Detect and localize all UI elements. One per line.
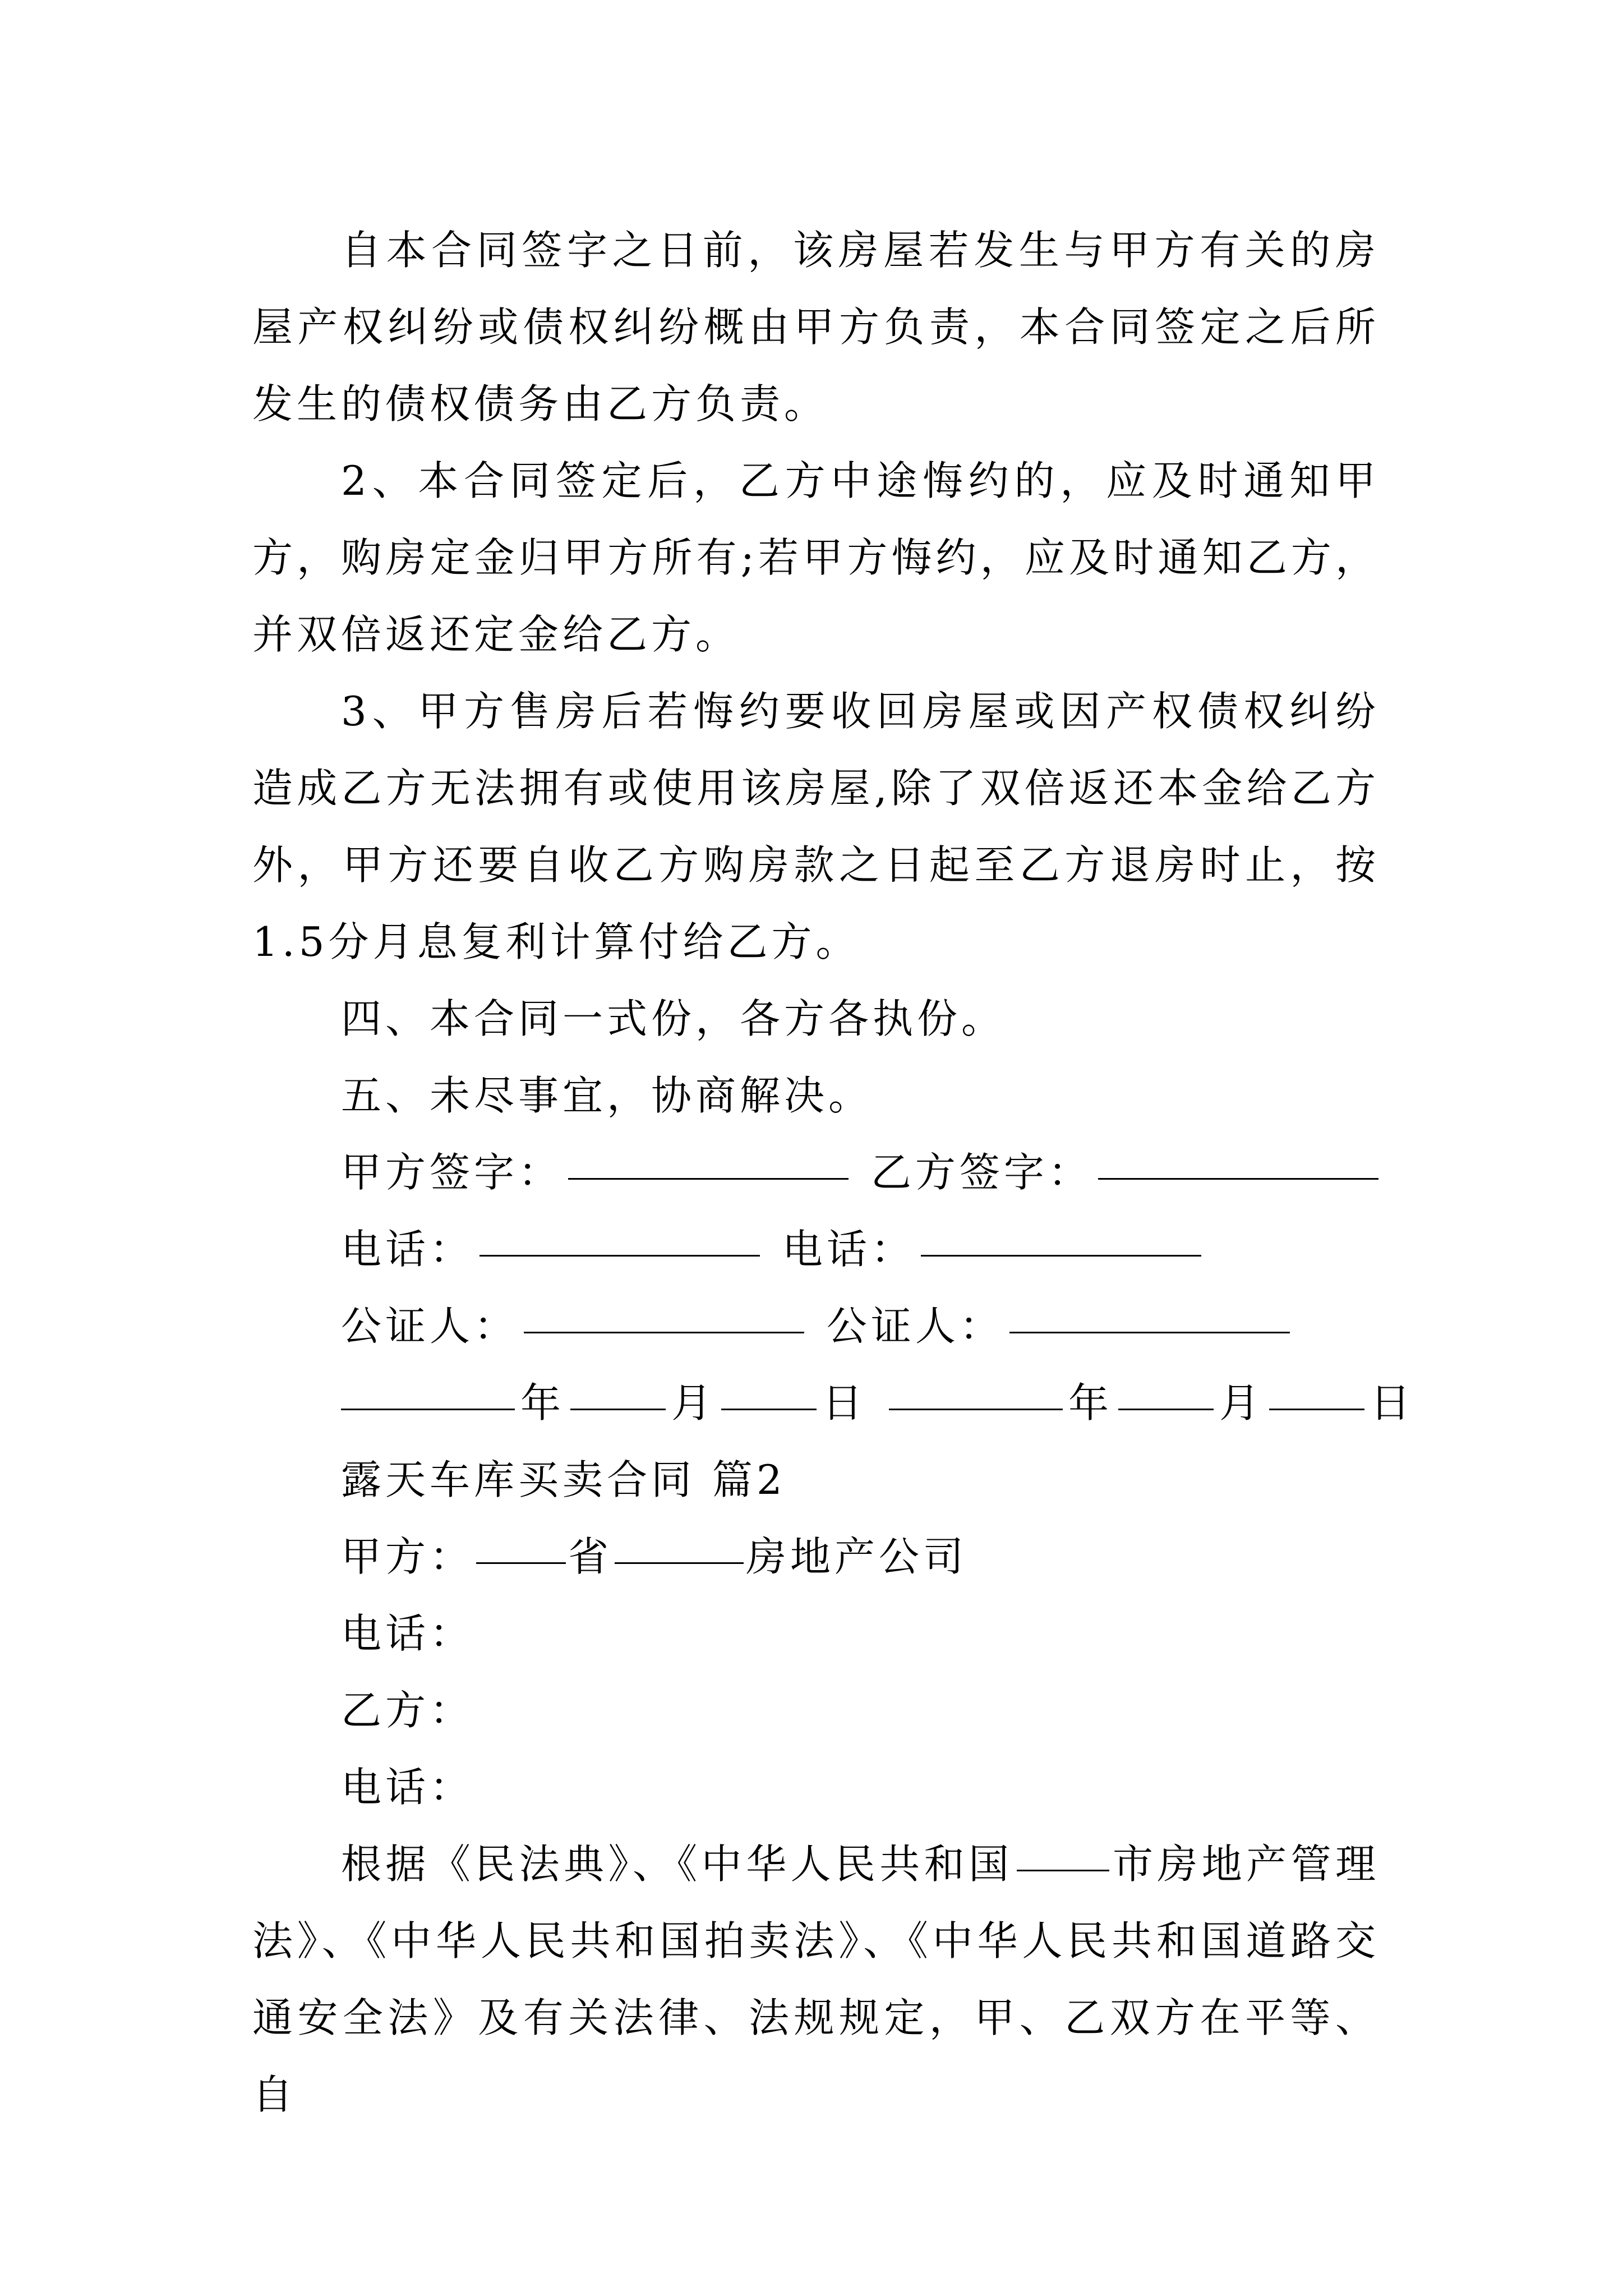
signature-row bbox=[252, 1134, 1380, 1211]
notary-b-blank bbox=[1009, 1297, 1290, 1333]
paragraph-clause-2: 2、本合同签定后，乙方中途悔约的，应及时通知甲方，购房定金归甲方所有;若甲方悔约，应及时通知乙方，并双倍返还定金给乙方。 bbox=[252, 457, 1380, 658]
party-b-sign-label: 乙方签字： bbox=[870, 1149, 1092, 1196]
paragraph-unresolved-matters: 五、未尽事宜，协商解决。 bbox=[341, 1072, 873, 1119]
company-label: 房地产公司 bbox=[746, 1533, 968, 1580]
party-b-phone-blank bbox=[921, 1220, 1201, 1257]
day-b-label: 日 bbox=[1370, 1379, 1414, 1427]
province-label: 省 bbox=[568, 1533, 613, 1580]
paragraph-copies: 四、本合同一式份，各方各执份。 bbox=[341, 995, 1006, 1042]
notary-row bbox=[252, 1288, 1380, 1365]
party-b-phone-label: 电话： bbox=[782, 1226, 915, 1273]
year-b-label: 年 bbox=[1068, 1379, 1113, 1427]
party-a-phone-label: 电话： bbox=[341, 1226, 474, 1273]
party-b-row: 乙方： bbox=[341, 1687, 474, 1734]
day-b-blank bbox=[1269, 1374, 1364, 1410]
document-body bbox=[252, 212, 1414, 2133]
phone-row bbox=[252, 1211, 1380, 1288]
month-a-label: 月 bbox=[671, 1379, 716, 1427]
day-a-label: 日 bbox=[822, 1379, 867, 1427]
notary-a-blank bbox=[524, 1297, 804, 1333]
year-b-blank bbox=[889, 1374, 1063, 1410]
notary-a-label: 公证人： bbox=[341, 1303, 519, 1350]
party-a-label: 甲方： bbox=[341, 1533, 474, 1580]
party-b-phone-row: 电话： bbox=[341, 1764, 474, 1811]
paragraph-clause-3: 3、甲方售房后若悔约要收回房屋或因产权债权纠纷造成乙方无法拥有或使用该房屋,除了双倍返还本金给乙方外，甲方还要自收乙方购房款之日起至乙方退房时止，按1.5分月息复利计算付给乙方。 bbox=[252, 688, 1380, 965]
party-a-sign-blank bbox=[568, 1143, 849, 1180]
month-b-blank bbox=[1118, 1374, 1214, 1410]
city-blank bbox=[615, 1527, 744, 1564]
day-a-blank bbox=[721, 1374, 817, 1410]
notary-b-label: 公证人： bbox=[826, 1303, 1004, 1350]
party-a-phone-row: 电话： bbox=[341, 1610, 474, 1657]
section-2-title: 露天车库买卖合同 篇2 bbox=[341, 1456, 786, 1503]
party-a-row bbox=[252, 1519, 1380, 1595]
paragraph-legal-basis bbox=[252, 1826, 1380, 2133]
party-a-phone-blank bbox=[479, 1220, 760, 1257]
law-text-part2: 市房地产管理法》、《中华人民共和国拍卖法》、《中华人民共和国道路交通安全法》及有关法律、法规规定，甲、乙双方在平等、自 bbox=[252, 1841, 1380, 2118]
year-a-blank bbox=[341, 1374, 515, 1410]
party-a-sign-label: 甲方签字： bbox=[341, 1149, 563, 1196]
month-a-blank bbox=[570, 1374, 666, 1410]
date-row bbox=[252, 1365, 1414, 1442]
province-blank bbox=[476, 1527, 566, 1564]
city-name-blank bbox=[1017, 1835, 1109, 1871]
party-b-sign-blank bbox=[1098, 1143, 1378, 1180]
year-a-label: 年 bbox=[520, 1379, 565, 1427]
paragraph-liability: 自本合同签字之日前，该房屋若发生与甲方有关的房屋产权纠纷或债权纠纷概由甲方负责，本合同签定之后所发生的债权债务由乙方负责。 bbox=[252, 227, 1380, 427]
law-text-part1: 根据《民法典》、《中华人民共和国 bbox=[341, 1841, 1013, 1888]
month-b-label: 月 bbox=[1219, 1379, 1264, 1427]
